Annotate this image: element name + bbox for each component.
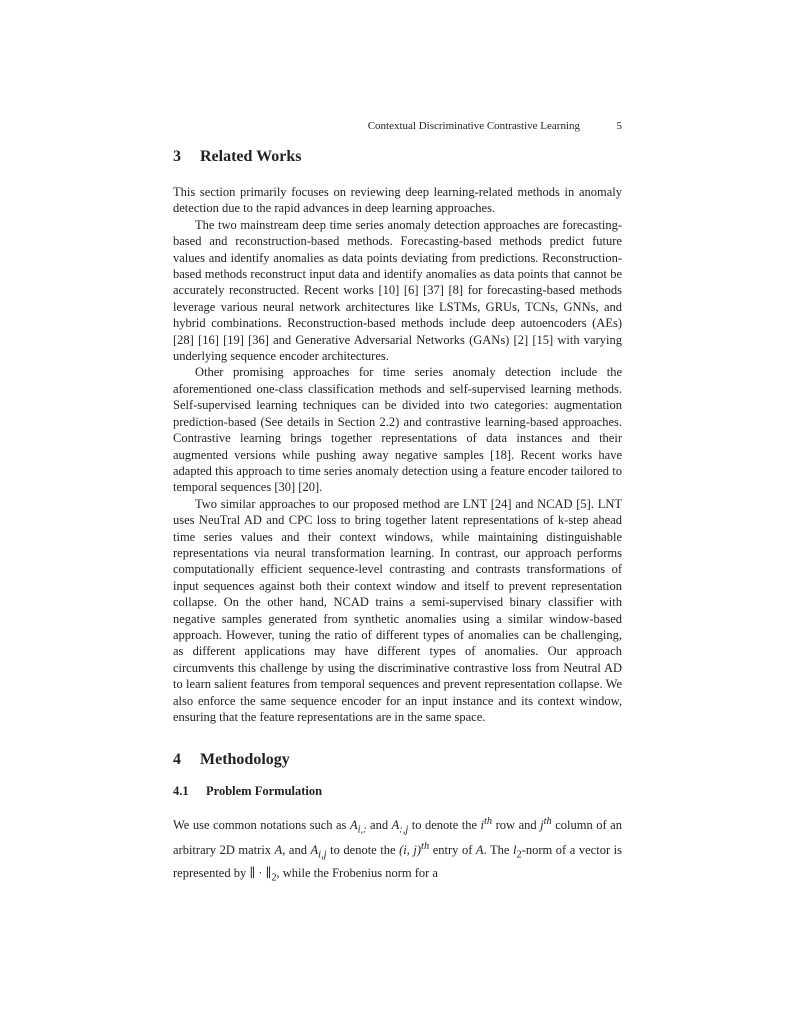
section-title: Methodology bbox=[200, 751, 290, 769]
paragraph: Other promising approaches for time series anomaly detection include the aforementioned one-class classification methods and self-supervised learning methods. Self-supervised learning techniques can be divided into two categories: augmentation prediction-based (See details in Section 2.2) and contrastive learning-based approaches. Contrastive learning brings together representations of data instances and their augmented versions while pushing away negative samples [18]. Recent works have adapted this approach to time series anomaly detection using a feature encoder tailored to temporal sequences [30] [20]. bbox=[173, 365, 622, 495]
page-content bbox=[173, 148, 622, 886]
section-title: Related Works bbox=[200, 148, 302, 165]
text: We use common notations such as bbox=[173, 818, 350, 833]
text: -norm of a vector is represented by bbox=[173, 843, 622, 880]
paragraph: This section primarily focuses on reviewing deep learning-related methods in anomaly detection due to the rapid advances in deep learning approaches. bbox=[173, 185, 622, 216]
text: , and bbox=[282, 843, 311, 858]
math: (i, j) bbox=[399, 843, 422, 858]
math-superscript: th bbox=[484, 816, 493, 828]
text: entry of bbox=[429, 843, 476, 858]
math-subscript: 2 bbox=[271, 872, 277, 884]
paragraph: Two similar approaches to our proposed method are LNT [24] and NCAD [5]. LNT uses NeuTral AD and CPC loss to bring together latent representations of k-step ahead time series values and their context windows, while maintaining distinguishable representations via neural transformation learning. In contrast, our approach performs computationally efficient sequence-level contrasting and contrasts transformations of input sequences against both their context window and itself to prevent representation collapse. On the other hand, NCAD trains a semi-supervised binary classifier with negative samples generated from synthetic anomalies using a similar window-based approach. However, tuning the ratio of different types of anomalies can be challenging, as different applications may have different types of anomalies. Our approach circumvents this challenge by using the discriminative contrastive loss from Neutral AD to learn salient features from temporal sequences and prevent representation collapse. We also enforce the same sequence encoder for an input instance and its context window, ensuring that the feature representations are in the same space. bbox=[173, 496, 622, 724]
math-superscript: th bbox=[543, 816, 552, 828]
math-subscript: 2 bbox=[516, 850, 522, 862]
math: A bbox=[310, 843, 319, 858]
math: A bbox=[475, 843, 484, 858]
math: A bbox=[274, 843, 283, 858]
page-number: 5 bbox=[616, 120, 622, 132]
text: to denote the bbox=[408, 818, 481, 833]
subsection-number: 4.1 bbox=[173, 784, 189, 799]
text: column of an arbitrary 2D matrix bbox=[173, 818, 622, 858]
math-subscript: :,j bbox=[399, 825, 409, 837]
math: A bbox=[391, 818, 400, 833]
section-heading-related-works bbox=[173, 148, 622, 166]
math: j bbox=[540, 818, 544, 833]
text: and bbox=[366, 818, 392, 833]
paragraph: The two mainstream deep time series anomaly detection approaches are forecasting-based and reconstruction-based methods. Forecasting-based methods predict future values and identify anomalies as data points deviating from predictions. Reconstruction-based methods reconstruct input data and identify anomalies as data points that cannot be accurately reconstructed. Recent works [10] [6] [37] [8] for forecasting-based methods leverage various neural network architectures like LSTMs, GRUs, TCNs, GNNs, and hybrid combinations. Reconstruction-based methods include deep autoencoders (AEs) [28] [16] [19] [36] and Generative Adversarial Networks (GANs) [2] [15] with varying underlying sequence encoder architectures. bbox=[173, 217, 622, 364]
paragraph-problem-formulation bbox=[173, 814, 622, 886]
math: ∥ · ∥ bbox=[249, 865, 272, 880]
section-number: 3 bbox=[173, 148, 181, 165]
math: A bbox=[349, 818, 358, 833]
text: row and bbox=[492, 818, 541, 833]
subsection-heading-problem-formulation bbox=[173, 784, 622, 799]
math-superscript: th bbox=[421, 841, 430, 853]
math-subscript: i,j bbox=[318, 850, 327, 862]
running-title: Contextual Discriminative Contrastive Learning bbox=[367, 120, 580, 132]
subsection-title: Problem Formulation bbox=[206, 784, 323, 799]
math: i bbox=[480, 818, 485, 833]
math-subscript: i,: bbox=[357, 825, 367, 837]
text: to denote the bbox=[326, 843, 400, 858]
section-number: 4 bbox=[173, 751, 181, 769]
section-heading-methodology bbox=[173, 751, 622, 769]
math: l bbox=[513, 843, 517, 858]
text: , while the Frobenius norm for a bbox=[276, 865, 438, 880]
section-body-related-works bbox=[173, 184, 622, 725]
text: . The bbox=[483, 843, 514, 858]
